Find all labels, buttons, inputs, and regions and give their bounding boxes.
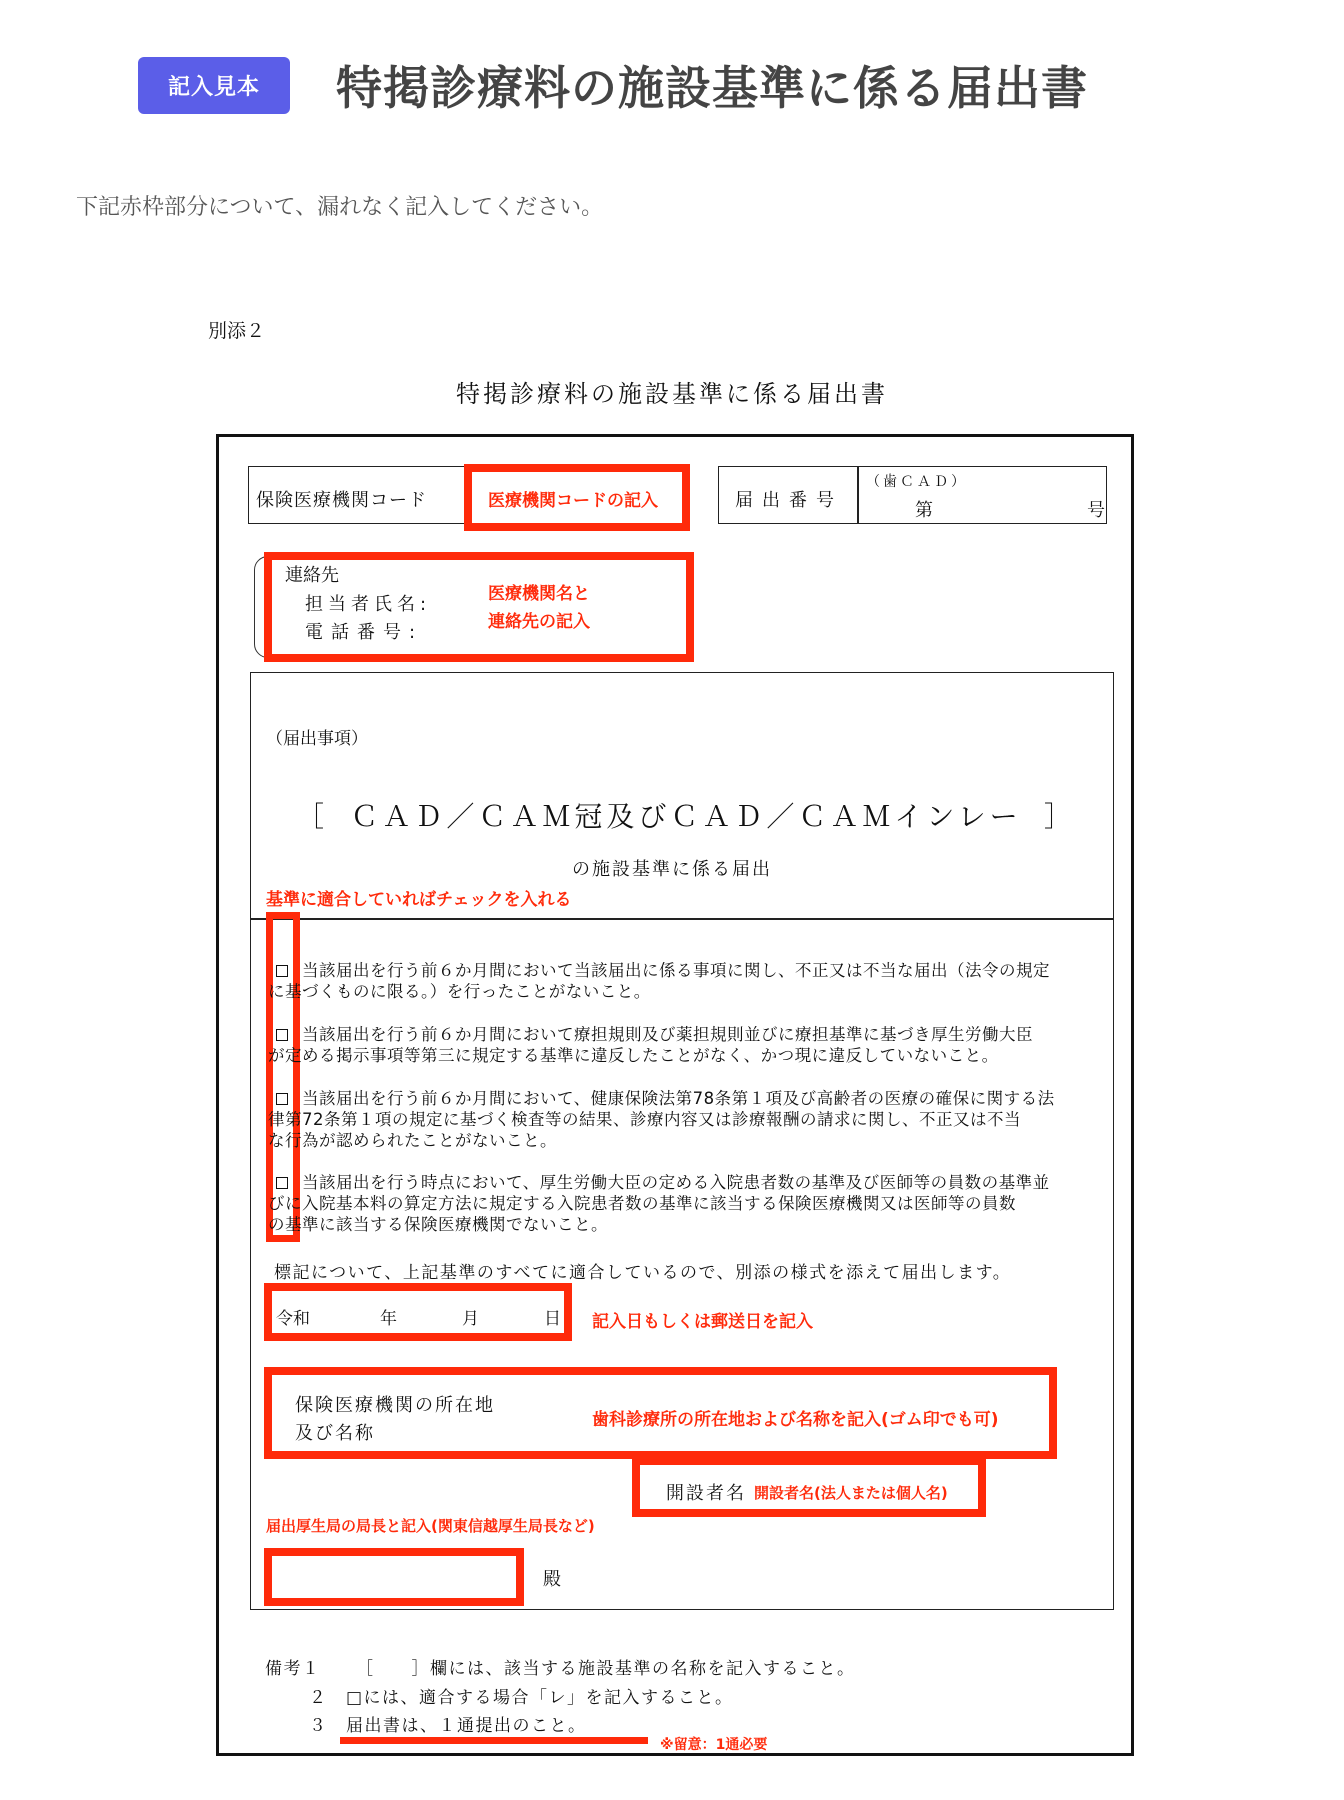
contact-hint bbox=[488, 580, 590, 636]
criterion-3-checkbox[interactable] bbox=[276, 1093, 288, 1105]
founder-hint: 開設者名(法人または個人名) bbox=[754, 1484, 948, 1502]
check-hint: 基準に適合していればチェックを入れる bbox=[266, 890, 572, 910]
contact-phone-label: 電話番号: bbox=[305, 622, 424, 643]
date-month: 月 bbox=[462, 1309, 479, 1329]
declaration: 標記について、上記基準のすべてに適合しているので、別添の様式を添えて届出します。 bbox=[274, 1263, 1012, 1283]
close-bracket: ］ bbox=[1043, 800, 1076, 833]
bureau-honorific: 殿 bbox=[543, 1569, 561, 1590]
notes-heading: 備考１ bbox=[265, 1659, 321, 1679]
date-day: 日 bbox=[544, 1309, 561, 1329]
founder-label: 開設者名 bbox=[666, 1483, 746, 1504]
institution-code-hint: 医療機関コードの記入 bbox=[488, 491, 658, 511]
criterion-4-checkbox[interactable] bbox=[276, 1177, 288, 1189]
bureau-hint: 届出厚生局の局長と記入(関東信越厚生局長など) bbox=[266, 1517, 595, 1535]
facility-name-text: ＣＡＤ／ＣＡＭ冠及びＣＡＤ／ＣＡＭインレー bbox=[350, 800, 1022, 833]
notification-number-divider bbox=[857, 466, 859, 524]
intro-text: 下記赤枠部分について、漏れなく記入してください。 bbox=[76, 195, 604, 220]
attachment-label: 別添２ bbox=[208, 320, 266, 342]
note-3-number: ３ bbox=[309, 1716, 328, 1736]
criterion-2-checkbox[interactable] bbox=[276, 1029, 288, 1041]
criterion-1: 当該届出を行う前６か月間において当該届出に係る事項に関し、不正又は不当な届出（法令の規定 に基づくものに限る。）を行ったことがないこと。 bbox=[268, 961, 1050, 1001]
criterion-3: 当該届出を行う前６か月間において、健康保険法第78条第１項及び高齢者の医療の確保に関する法 律第72条第１項の規定に基づく検査等の結果、診療内容又は診療報酬の請求に関し、不正又は不当 な行為が認められたことがないこと。 bbox=[268, 1089, 1055, 1150]
note-3-hint: ※留意：1通必要 bbox=[660, 1737, 768, 1753]
facility-suffix: の施設基準に係る届出 bbox=[572, 859, 772, 880]
date-hint: 記入日もしくは郵送日を記入 bbox=[592, 1312, 813, 1332]
matter-divider bbox=[250, 918, 1114, 920]
page-title: 特掲診療料の施設基準に係る届出書 bbox=[336, 61, 1088, 115]
note-3-underline bbox=[340, 1737, 648, 1744]
note-2-number: ２ bbox=[309, 1688, 328, 1708]
contact-person-label: 担当者氏名: bbox=[305, 594, 432, 615]
contact-hint-line2: 連絡先の記入 bbox=[488, 612, 590, 632]
contact-hint-line1: 医療機関名と bbox=[488, 584, 590, 604]
date-year: 年 bbox=[380, 1309, 397, 1329]
sample-badge: 記入見本 bbox=[138, 57, 290, 114]
notification-number-prefix: （歯ＣＡＤ） bbox=[866, 474, 968, 490]
note-1: ［ ］欄には、該当する施設基準の名称を記入すること。 bbox=[356, 1659, 856, 1679]
notification-number-label: 届出番号 bbox=[735, 490, 843, 511]
address-label-line2: 及び名称 bbox=[295, 1423, 375, 1444]
note-2: □には、適合する場合「レ」を記入すること。 bbox=[346, 1688, 734, 1708]
criterion-4: 当該届出を行う時点において、厚生労働大臣の定める入院患者数の基準及び医師等の員数の基準並 びに入院基本料の算定方法に規定する入院患者数の基準に該当する保険医療機関又は医師等の員数 の基準に該当する保険医療機関でないこと。 bbox=[268, 1173, 1050, 1234]
notification-number-dai: 第 bbox=[915, 500, 933, 521]
matter-label: （届出事項） bbox=[266, 729, 368, 749]
address-hint: 歯科診療所の所在地および名称を記入(ゴム印でも可) bbox=[592, 1410, 999, 1430]
criterion-1-checkbox[interactable] bbox=[276, 965, 288, 977]
note-3: 届出書は、１通提出のこと。 bbox=[346, 1716, 587, 1736]
form-title: 特掲診療料の施設基準に係る届出書 bbox=[456, 380, 888, 408]
bureau-field[interactable] bbox=[264, 1548, 524, 1606]
notification-number-go: 号 bbox=[1087, 500, 1105, 521]
date-era: 令和 bbox=[276, 1309, 310, 1329]
address-label-line1: 保険医療機関の所在地 bbox=[295, 1395, 495, 1416]
date-field[interactable] bbox=[264, 1283, 572, 1341]
contact-heading: 連絡先 bbox=[285, 565, 339, 586]
open-bracket: ［ bbox=[296, 800, 329, 833]
criterion-2: 当該届出を行う前６か月間において療担規則及び薬担規則並びに療担基準に基づき厚生労働大臣 が定める掲示事項等第三に規定する基準に違反したことがなく、かつ現に違反していないこと。 bbox=[268, 1025, 1033, 1065]
institution-code-label: 保険医療機関コード bbox=[256, 490, 427, 511]
facility-standard-name bbox=[296, 795, 1076, 835]
